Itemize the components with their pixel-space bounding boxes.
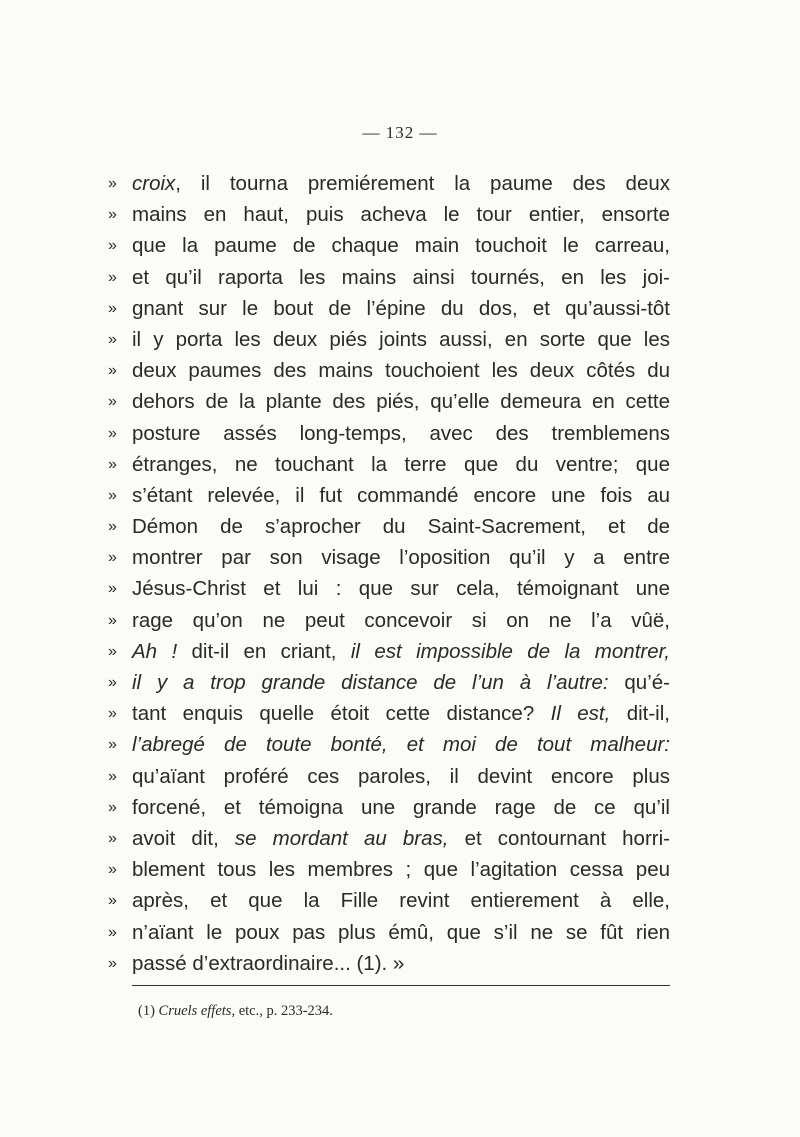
quote-mark: » bbox=[108, 954, 117, 972]
quote-mark: » bbox=[108, 549, 117, 567]
quote-mark: » bbox=[108, 829, 117, 847]
text-line bbox=[108, 885, 670, 916]
text-line bbox=[108, 168, 670, 199]
text-segment: après, et que la Fille revint entierement à elle, bbox=[132, 889, 670, 913]
text-line bbox=[108, 511, 670, 542]
quote-mark: » bbox=[108, 674, 117, 691]
footnote-title: Cruels effets bbox=[158, 1003, 232, 1019]
text-line bbox=[108, 480, 670, 511]
text-line bbox=[108, 386, 670, 417]
quote-mark: » bbox=[108, 486, 117, 504]
text-segment: Il est, bbox=[550, 702, 611, 726]
quote-mark: » bbox=[108, 330, 117, 348]
text-segment: se mordant au bras, bbox=[234, 826, 449, 850]
text-segment: qu’é- bbox=[608, 671, 670, 694]
text-line bbox=[108, 355, 670, 386]
text-segment: blement tous les membres ; que l’agitation cessa peu bbox=[132, 858, 670, 882]
text-segment: Démon de s’aprocher du Saint-Sacrement, et de bbox=[132, 515, 670, 539]
text-line bbox=[108, 823, 670, 854]
quote-mark: » bbox=[108, 175, 117, 192]
text-line bbox=[108, 729, 670, 760]
text-segment: étranges, ne touchant la terre que du ventre; que bbox=[132, 452, 670, 476]
text-segment: Ah ! bbox=[132, 639, 178, 663]
body-text bbox=[108, 168, 671, 979]
text-segment: dehors de la plante des piés, qu’elle demeura en cette bbox=[132, 390, 670, 414]
text-segment: l’abregé de toute bonté, et moi de tout malheur: bbox=[132, 733, 670, 757]
text-line bbox=[108, 667, 670, 698]
quote-mark: » bbox=[108, 424, 117, 442]
quote-mark: » bbox=[108, 206, 117, 224]
text-line bbox=[108, 573, 670, 604]
text-line bbox=[108, 948, 670, 979]
page-number-header: — 132 — bbox=[362, 123, 438, 142]
text-segment: croix bbox=[132, 172, 176, 195]
text-segment: rage qu’on ne peut concevoir si on ne l’a vûë, bbox=[132, 608, 670, 632]
text-line bbox=[108, 418, 670, 449]
text-segment: posture assés long-temps, avec des tremblemens bbox=[132, 421, 670, 445]
quote-mark: » bbox=[108, 268, 117, 286]
quote-mark: » bbox=[108, 736, 117, 754]
footnote-mark: (1) bbox=[138, 1003, 155, 1019]
text-line bbox=[108, 230, 670, 261]
text-segment: montrer par son visage l’oposition qu’il y a entre bbox=[132, 546, 670, 570]
quote-mark: » bbox=[108, 892, 117, 910]
text-segment: il y porta les deux piés joints aussi, en sorte que les bbox=[132, 327, 670, 351]
text-segment: il y a trop grande distance de l’un à l’autre: bbox=[132, 671, 609, 694]
quote-mark: » bbox=[108, 611, 117, 629]
text-line bbox=[108, 636, 671, 667]
text-line bbox=[108, 854, 670, 885]
quote-mark: » bbox=[108, 861, 117, 879]
quote-mark: » bbox=[108, 518, 117, 536]
quote-mark: » bbox=[108, 237, 117, 255]
quote-mark: » bbox=[108, 798, 117, 816]
text-segment: passé d’extraordinaire... (1). » bbox=[132, 951, 405, 975]
text-segment: mains en haut, puis acheva le tour entier, ensorte bbox=[132, 203, 670, 227]
footnote-rule bbox=[132, 985, 670, 986]
quote-mark: » bbox=[108, 393, 117, 411]
footnote-rest: , etc., p. 233-234. bbox=[231, 1003, 333, 1019]
text-segment: que la paume de chaque main touchoit le carreau, bbox=[132, 234, 670, 258]
text-segment: , il tourna premiérement la paume des deux bbox=[175, 172, 670, 195]
quote-mark: » bbox=[108, 923, 117, 941]
text-segment: s’étant relevée, il fut commandé encore une fois au bbox=[132, 483, 670, 507]
text-segment: Jésus-Christ et lui : que sur cela, témoignant une bbox=[132, 577, 670, 601]
quote-mark: » bbox=[108, 642, 117, 660]
text-line bbox=[108, 761, 670, 792]
text-line bbox=[108, 293, 670, 324]
text-segment: tant enquis quelle étoit cette distance? bbox=[132, 702, 551, 726]
footnote bbox=[138, 1003, 333, 1020]
text-line bbox=[108, 792, 670, 823]
quote-mark: » bbox=[108, 767, 117, 785]
quote-mark: » bbox=[108, 362, 117, 380]
quote-mark: » bbox=[108, 580, 117, 598]
text-line bbox=[108, 605, 670, 636]
text-segment: avoit dit, bbox=[132, 826, 235, 850]
text-line bbox=[108, 449, 670, 480]
text-segment: n’aïant le poux pas plus émû, que s’il ne se fût rien bbox=[132, 920, 670, 944]
text-segment: forcené, et témoigna une grande rage de ce qu’il bbox=[132, 795, 670, 819]
text-segment: gnant sur le bout de l’épine du dos, et qu’aussi-tôt bbox=[132, 296, 670, 320]
text-segment: et contournant horri- bbox=[448, 826, 670, 850]
text-segment: deux paumes des mains touchoient les deux côtés du bbox=[132, 359, 670, 383]
quote-mark: » bbox=[108, 455, 117, 473]
text-line bbox=[108, 324, 670, 355]
quote-mark: » bbox=[108, 299, 117, 317]
text-segment: qu’aïant proféré ces paroles, il devint encore plus bbox=[132, 764, 670, 788]
text-line bbox=[108, 262, 670, 293]
text-segment: dit-il en criant, bbox=[177, 639, 351, 663]
text-line bbox=[108, 917, 670, 948]
quote-mark: » bbox=[108, 705, 117, 723]
text-line bbox=[108, 199, 670, 230]
text-segment: et qu’il raporta les mains ainsi tournés, en les joi- bbox=[132, 265, 670, 289]
text-line bbox=[108, 542, 670, 573]
text-segment: dit-il, bbox=[610, 702, 670, 726]
text-line bbox=[108, 698, 670, 729]
text-segment: il est impossible de la montrer, bbox=[350, 639, 671, 663]
